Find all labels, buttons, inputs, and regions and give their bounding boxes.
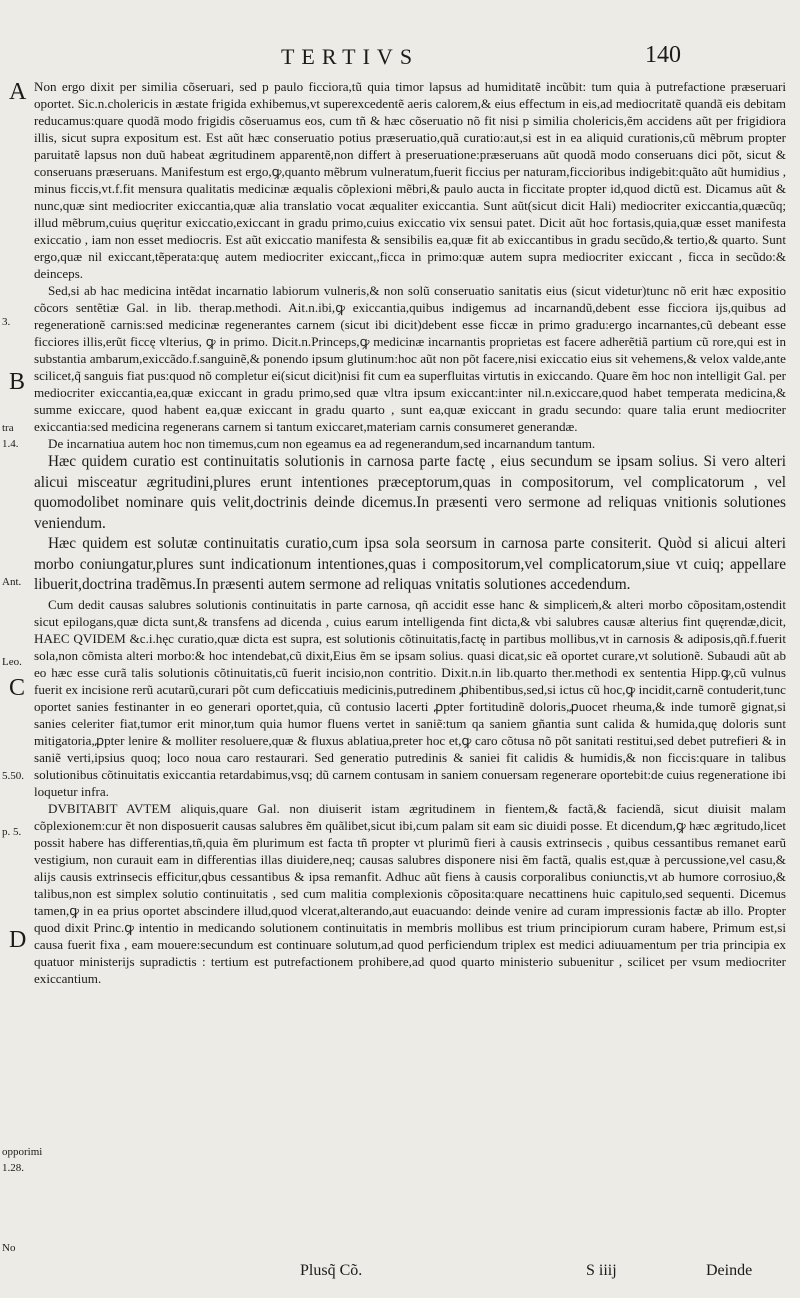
margin-letter-c: C	[9, 675, 26, 701]
footer-catch: Plusq̃ Cõ.	[300, 1262, 363, 1279]
paragraph: De incarnatiua autem hoc non timemus,cum non egeamus ea ad regenerandum,sed incarnandum tantum.	[48, 436, 596, 451]
paragraph: DVBITABIT AVTEM aliquis,quare Gal. non diuiserit istam ægritudinem in fientem,& factã,& faciendã, sicut diuisit malam cõplexionem:cur ẽt non disposuerit causas salubres ẽm quãlibet,sicut ibi,cum palam sit eam sic diuidi posse. Et dicendum,ꝙ hæc ægritudo,licet possit habere has differentias,tñ,quia ẽm plurimum est facta tñ propter vt plurimũ fieri à causis extrinsecis , quibus cessantibus remanet earũ vestigium, non curauit eam in differentias illas diuidere,neq; causas salubres disponere nisi ẽm factã, qualis est,quæ à percussione,vel casu,& alijs causis extrinsecis efficitur,qbus cessantibus & ipsa remanfit. Adhuc aũt fiens à causis corporalibus coniunctis,vt ab humore corrosiuo,& talibus,non est simplex solutio continuitatis , sed cum malitia complexionis cõposita:quare necattinens huic capitulo,sed sequenti. Dicemus tamen,ꝙ in ea prius oportet abscindere illud,quod vlcerat,alterando,aut euacuando: deinde venire ad curam impressionis factæ ab illo. Propter quod dixit Princ.ꝙ intentio in medicando solutionem continuitatis in membris mollibus est trium principiorum curam habere, Primum est,si causa fuerit fixa , eam mouere:secundum est continuare solutum,ad quod perficiendum triplex est medici adiuuamentum per tria principia ex quatuor ministerijs supradictis : tertium est putrefactionem prohibere,ad quod quarto ministerio subuenitur , scilicet per vsum mediocriter exiccantium.	[34, 800, 786, 986]
paragraph: Cum dedit causas salubres solutionis continuitatis in parte carnosa, qñ accidit esse hanc & simpliceṁ,& alteri morbo cõpositam,ostendit sicut epilogans,quæ dicta sunt,& transfens ad dicenda , cuius earum intelligenda fint dicta,& vbi salubres causæ alterius fint quęrendæ,dicit, HAEC QVIDEM &c.i.hęc curatio,quæ dicta est supra, est solutionis cõtinuitatis,factę in partibus mollibus,vt in carnosis & adiposis,qñ.f.fuerit sola,non cõmista alteri morbo:& hoc intendebat,cũ dixit,Eius ẽm se ipsam solius. quasi dicat,sic eã oportet curare,vt solutionẽ. Subaudi aũt ab eo hæc esse curã talis solutionis cõtinuitatis,cũ fuerit incisio,non contritio. Dixit.n.in lib.quarto ther.methodi ex sententia Hipp.ꝙ,cũ vulnus fuerit ex incisione rerũ acutarũ,curari põt cum deficcatiuis medicinis,putredinem ꝓhibentibus,sed,si ictus cũ hoc,ꝙ incidit,carnẽ contuderit,tunc oportet sanies festinanter in eo generari oportet,quia, cũ contusio lacerti ꝓpter fortitudinẽ doloris,ꝓuocet rheuma,& inde tumorẽ gignat,si sanies celeriter fiat,tumor erit minor,tum quia humor fluens vertet in saniẽ:tum qa saniem gñantia sunt calida & humida,quę doloris sunt mitigatoria,ꝓpter lenire & molliter resoluere,quæ & fluxus ablatiua,preter hoc et,ꝙ caro cõtusa nõ põt sanitati restitui,sed debet putrefieri & in saniẽ verti,ipsius quoq; loco noua caro restaurari. Sed generatio putredinis & saniei fit calidis & humidis,& non ficcis:quare in talibus solutionibus cõtinuitatis exiccantia retardabimus,vsq; dũ carnem contusam in saniem conuersam regenerare oportebit:de cuius regeneratione ibi loquetur infra.	[34, 596, 786, 799]
lemma-paragraph: Hæc quidem curatio est continuitatis solutionis in carnosa parte factę , eius secundum se ipsam solius. Si vero alteri alicui misceatur ægritudini,plures erunt intentiones præceptorum,quas in compositorum, vel complicatorum , vel quomodolibet nominare quis velit,doctrinis deinde dicemus.In præsenti vero sermone ad reliquas vnitionis solutiones veniendum.	[34, 453, 786, 532]
margin-notes	[0, 0, 43, 1298]
margin-note: p. 5.	[2, 826, 22, 838]
paragraph: Non ergo dixit per similia cõseruari, sed p paulo ficciora,tũ quia timor lapsus ad humiditatẽ incũbit: tum quia à putrefactione præseruari oportet. Sic.n.cholericis in æstate frigida exhibemus,vt superexcedentẽ aeris calorem,& eius effectum in eis,ad mediocritatẽ quandã eis debitam reducamus:quare quodã modo frigidis cõseruamus eos, cum tñ & hæc cõseruatio nõ fit nisi p similia cholericis,ẽm accidens aũt per frigidiora illis, sicut supra expositum est. Est aũt hæc conseruatio potius præseruatio,quã curatio:aut,si est in ea aliquid curationis,cũ mẽbrum propter paruitatẽ lapsus non duũ habeat ægritudinem apparentẽ,non differt à preseruatione:præseruans aũt quodã modo conseruans dici põt, sicut & conseruans præseruans. Manifestum est ergo,ꝙ,quanto mẽbrum vulneratum,fuerit ficcius per naturam,ficcioribus indigebit:quãto aũt humidius , minus ficcis,vt.f.fit mensura qualitatis medicinæ æqualis cõplexioni mẽbri,& paulo aucta in ficcitate propter id,quod dictũ est. Dicamus aũt & nunc,quæ sint mediocriter exiccantia,quæ alia translatio vocat æqualiter exiccantia. Sunt aũt(sicut dicit Hali) mediocriter exiccantia,quæcũq; illud mẽbrum,cuius quęritur exiccatio,exiccant in gradu primo,cuius exiccatio vix sensui patet. Dicit aũt hoc fortasis,quia,quæ esset manifesta exiccatio , iam non esset mediocris. Est aũt exiccatio manifesta & sensibilis ea,quæ fit ab exiccantibus in gradu secũdo,& tertio,& quarto. Sunt ergo,quæ nil exiccant,tẽperata:quę autem mediocriter exiccant,,ficca in primo:quæ autem supra mediocriter exiccant , ficca in secũdo:& deinceps.	[34, 79, 786, 281]
margin-note: Leo.	[2, 656, 22, 668]
paragraph: Sed,si ab hac medicina intẽdat incarnatio labiorum vulneris,& non solũ conseruatio sanitatis eius (sicut videtur)tunc nõ erit hæc expositio cõcors sentẽtiæ Gal. in lib. therap.methodi. Ait.n.ibi,ꝙ exiccantia,quibus indigemus ad incarnandũ,debent esse ficciora ijs,quibus ad regenerationẽ carnis:sed medicinæ regenerantes carnem (sicut ibi dicit)debent esse ficcæ in primo gradu:ergo incarnantes,cũ debeant esse ficciores illis,erũt ficcę vlterius, ꝙ in primo. Dicit.n.Princeps,ꝙ medicinæ incarnantis proprietas est facere adherẽtiã partium cũ rore,qui est in substantia ambarum,exiccãdo.f.sanguinẽ,& ponendo ipsum glutinum:hoc aũt non põt facere,nisi exiccatio eius sit vehemens,& velox valde,ante scilicet,q̃ sanguis fiat pus:quod nõ completur ei(sicut dicit)nisi fit cum ea superfluitas virtutis in exiccando. Quare ẽm hoc non intelligit Gal. per mediocriter exiccantia,ea,quæ exiccant in gradu primo,sed quæ vltra ipsum exiccant:inter nil.n.exiccare,quod habet temperata medicina,& summe exiccare, quod habent ea,quæ exiccant in gradu quarto , sunt ea,quæ exiccant in gradu secundo: quare talia erunt mediocriter exiccantia:sed medicina regenerans carnem si tantum exiccaret,materiam carnis consumeret generandæ.	[34, 283, 786, 434]
catchword: Deinde	[706, 1262, 753, 1279]
margin-note: Ant.	[2, 576, 22, 588]
signature-mark: S iiij	[586, 1262, 617, 1279]
margin-note: 1.28.	[2, 1162, 24, 1174]
margin-letter-a: A	[9, 79, 27, 105]
margin-note: tra	[2, 422, 14, 434]
lemma-paragraph: Hæc quidem est solutæ continuitatis curatio,cum ipsa sola seorsum in carnosa parte consiterit. Quòd si alicui alteri morbo coniungatur,plures sunt indicationum intentiones,quas i compositorum,vel complicatorum,siue vt cuiq; appellare libuerit,doctrina tradẽmus.In præsenti autem sermone ad reliquas vnitatis solutiones accedendum.	[34, 535, 786, 593]
running-head: TERTIVS	[280, 44, 420, 69]
margin-note: 1.4.	[2, 438, 19, 450]
body-text	[34, 78, 786, 987]
margin-note: 3.	[2, 316, 11, 328]
margin-letter-b: B	[9, 369, 26, 395]
margin-letter-d: D	[9, 927, 27, 953]
margin-note: 5.50.	[2, 770, 24, 782]
margin-note: No	[2, 1242, 16, 1254]
folio-number: 140	[645, 42, 681, 68]
margin-note: opporimi	[2, 1146, 43, 1158]
